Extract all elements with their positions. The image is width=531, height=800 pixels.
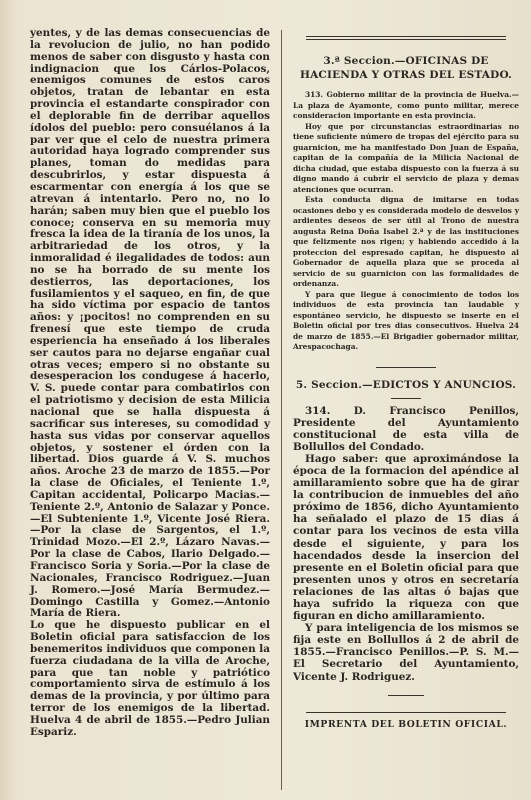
printer-footer: IMPRENTA DEL BOLETIN OFICIAL.: [304, 718, 508, 730]
item-313: [293, 90, 519, 353]
short-separator-rule: [391, 398, 421, 399]
item-314-paragraph-3: Y para inteligencia de los mismos se fija este en Bollullos á 2 de abril de 1855.—Francisco Penillos.—P. S. M.—El Secretario del Ayuntamiento, Vicente J. Rodriguez.: [293, 622, 519, 683]
item-313-paragraph-2: Hoy que por circunstancias estraordinarias no tiene suficiente número de tropas del ejército para su guarnicion, me ha manifestado Don Juan de España, capitan de la compañía de la Milicia Nacional de dicha ciudad, que estaba dispuesto con la fuerza á su digno mando á cubrir el servicio de plaza y demas atenciones que ocurran.: [293, 121, 519, 194]
item-313-paragraph-3: Esta conducta digna de imitarse en todas ocasiones debo y es considerada modelo de desvelos y ardientes deseos de ser útil al Trono de nuestra augusta Reina Doña Isabel 2.ª y de las instituciones que felizmente nos rigen; y habiendo accedido á la proteccion del espresado capitan, he dispuesto al Gobernador de aquella plaza que se proceda al servicio de su guarnicion con las formalidades de ordenanza.: [293, 195, 519, 288]
item-313-paragraph-4: Y para que llegue á conocimiento de todos los individuos de esta provincia tan laudable y espontáneo servicio, he dispuesto se inserte en el Boletin oficial por tres dias consecutivos. Huelva 24 de marzo de 1855.—El Brigadier gobernador militar, Arespacochaga.: [293, 289, 519, 351]
top-double-rule: [306, 36, 506, 40]
item-314-paragraph-1: 314. D. Francisco Penillos, Presidente del Ayuntamiento constitucional de esta villa de Bollullos del Condado.: [293, 404, 519, 453]
column-divider: [281, 30, 282, 790]
item-313-text-1: Gobierno militar de la provincia de Huelva.—La plaza de Ayamonte, como punto militar, merece consideracion importante en esta provincia.: [293, 90, 519, 120]
item-314: [293, 405, 519, 683]
right-column: [293, 28, 519, 730]
item-313-paragraph-1: [293, 90, 519, 122]
separator-rule: [376, 367, 436, 368]
section-3-heading: 3.ª Seccion.—OFICINAS DE HACIENDA Y OTRAS DEL ESTADO.: [299, 55, 513, 81]
end-rule: [388, 695, 424, 696]
left-column: [30, 28, 270, 739]
footer-top-rule: [306, 712, 506, 713]
item-313-number: 313.: [305, 90, 324, 99]
left-paragraph-1: yentes, y de las demas consecuencias de la revolucion de julio, no han podido menos de saber con disgusto y hasta con indignacion que los Cárlos-Polacos, enemigos comunes de estos caros objetos, tratan de lebantar en esta provincia el estandarte conspirador con el deplorable fin de derribar aquellos ídolos del pueblo: pero consuélanos á la par ver que el celo de nuestra primera autoridad haya logrado comprender sus planes, toman do medidas para descubrirlos, y estar dispuesta á escarmentar con energía á los que se atrevan á intentarlo. Pero no, no lo harán; saben muy bien que el pueblo los conoce; conserva en su memoria muy fresca la idea de la tiranía de los unos, la arbitrariedad de los otros, y la inmoralidad é ilegalidades de todos: aun no se ha borrado de su mente los destierros, las deportaciones, los fusilamientos y el saqueo, en fin, de que ha sido víctima por espacio de tantos años: y ¡pocitos! no comprenden en su frenesí que este tiempo de cruda esperiencia ha enseñado á los liberales ser cautos para no dejarse engañar cual otras veces; empero si no obstante su desesperacion los condugese á hacerlo, V. S. puede contar para combatirlos con el patriotismo y decision de esta Milicia nacional que se halla dispuesta á sacrificar sus intereses, su comodidad y hasta sus vidas por conservar aquellos objetos, y sostener el órden con la libertad. Dios guarde á V. S. muchos años. Aroche 23 de marzo de 1855.—Por la clase de Oficiales, el Teniente 1.º, Capitan accidental, Policarpo Macias.—Teniente 2.º, Antonio de Salazar y Ponce.—El Subteniente 1.º, Vicente José Riera.—Por la clase de Sargentos, el 1.º, Trinidad Mozo.—El 2.º, Lázaro Navas.—Por la clase de Cabos, Ilario Delgado.—Francisco Soria y Soria.—Por la clase de Nacionales, Francisco Rodriguez.—Juan J. Romero.—José María Bermudez.—Domingo Castilla y Gomez.—Antonio María de Riera.: [30, 27, 270, 620]
section-5-heading: 5. Seccion.—EDICTOS Y ANUNCIOS.: [295, 378, 517, 391]
item-314-paragraph-2: Hago saber: que aproximándose la época de la formacion del apéndice al amillaramiento sobre que ha de girar la contribucion de inmuebles del año próximo de 1856, dicho Ayuntamiento ha señalado el plazo de 15 dias á contar para los vecinos de esta villa desde el siguiente, y para los hacendados desde la insercion del presente en el Boletin oficial para que presenten unos y otros en secretaría relaciones de las altas ó bajas que haya sufrido la riqueza con que figuran en dicho amillaramiento.: [293, 452, 519, 623]
left-paragraph-2: Lo que he dispuesto publicar en el Boletin oficial para satisfaccion de los benemeritos individuos que componen la fuerza ciudadana de la villa de Aroche, para que tan noble y patriótico comportamiento sirva de estímulo á los demas de la provincia, y por último para terror de los enemigos de la libertad. Huelva 4 de abril de 1855.—Pedro Julian Espariz.: [30, 619, 270, 738]
